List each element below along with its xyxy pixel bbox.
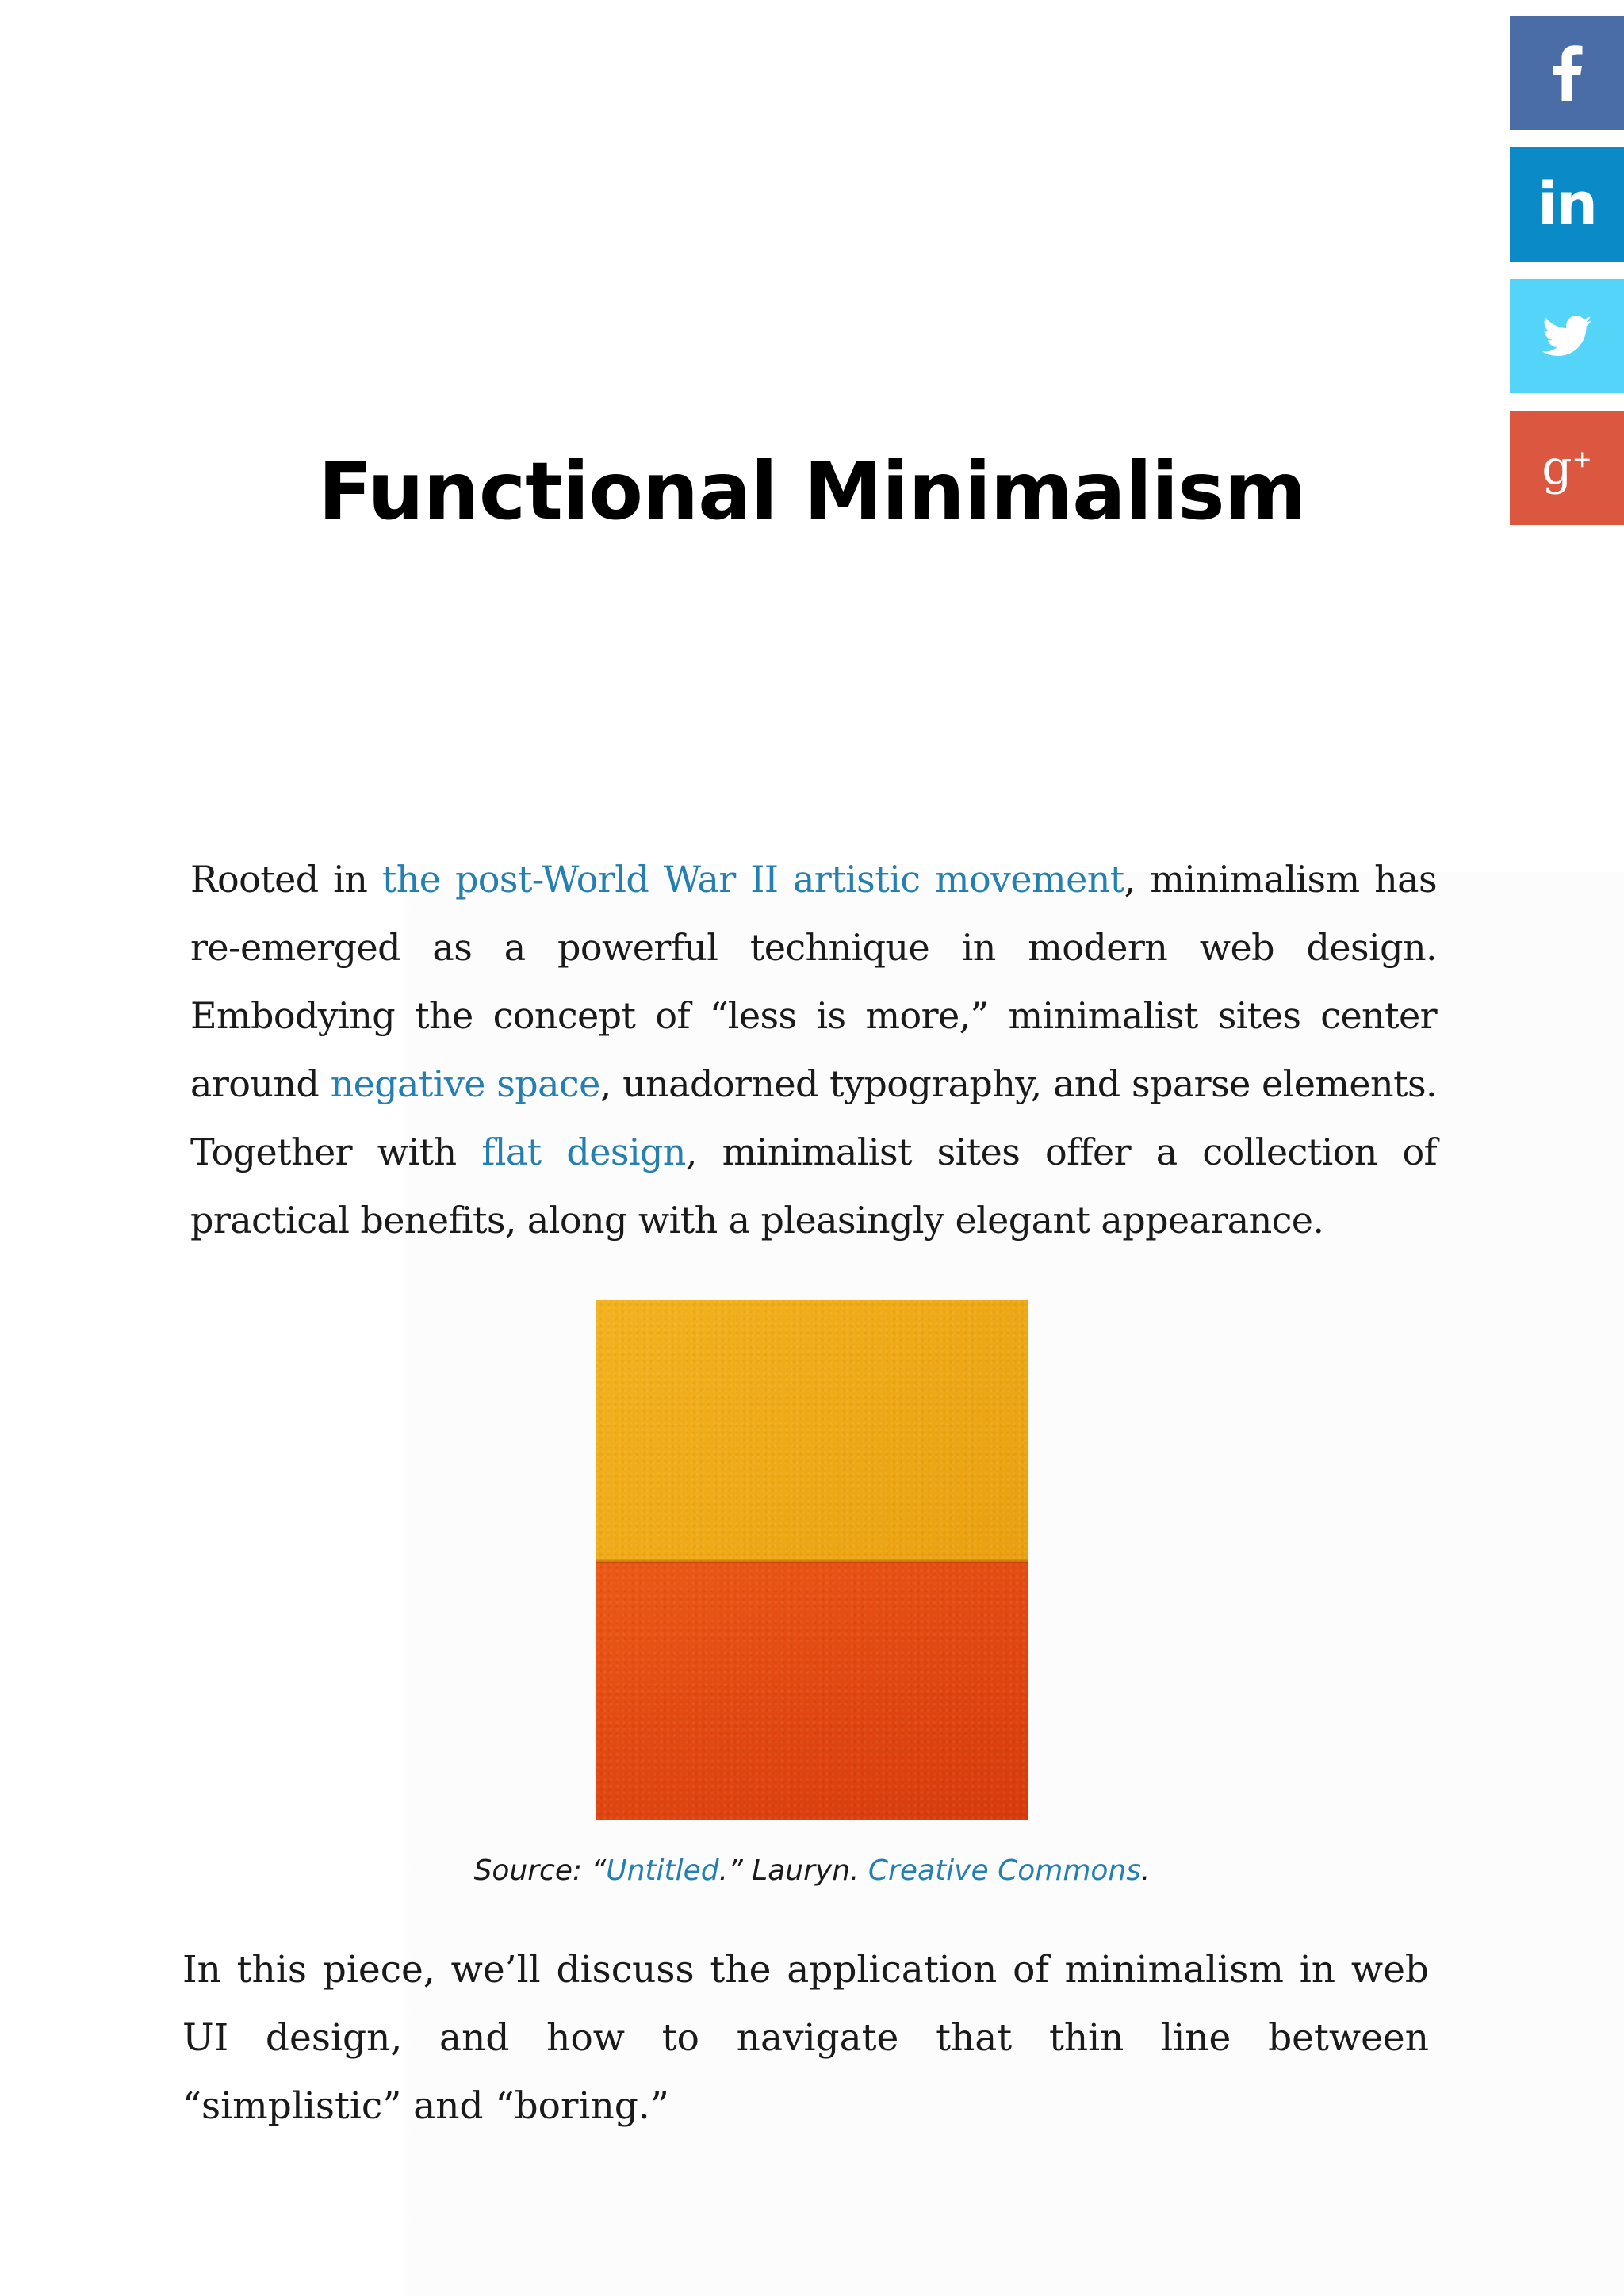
- share-facebook-button[interactable]: [1510, 16, 1624, 130]
- intro-text-3: , unadorned typography, and sparse elements. Together with: [190, 1062, 1437, 1173]
- article-image: [596, 1300, 1028, 1820]
- image-orange-band: [596, 1562, 1028, 1820]
- untitled-link[interactable]: Untitled: [606, 1854, 719, 1887]
- intro-text-1: Rooted in: [190, 858, 382, 901]
- post-war-movement-link[interactable]: the post-World War II artistic movement: [381, 858, 1124, 901]
- image-band-seam: [596, 1559, 1028, 1565]
- intro-paragraph: [190, 845, 1437, 1254]
- page-background-top: [0, 0, 1624, 872]
- flat-design-link[interactable]: flat design: [481, 1131, 686, 1173]
- google-plus-letter: g: [1542, 440, 1572, 496]
- creative-commons-link[interactable]: Creative Commons: [868, 1854, 1141, 1887]
- caption-mid: .” Lauryn.: [718, 1854, 868, 1887]
- body-paragraph: In this piece, we’ll discuss the application of minimalism in web UI design, and how to navigate that thin line between “simplistic” and “boring.”: [182, 1948, 1429, 2128]
- twitter-icon: [1542, 316, 1591, 357]
- page-title: Functional Minimalism: [318, 445, 1306, 538]
- image-yellow-band: [596, 1300, 1028, 1562]
- share-linkedin-button[interactable]: [1510, 147, 1624, 262]
- google-plus-sign: +: [1572, 446, 1592, 473]
- negative-space-link[interactable]: negative space: [330, 1062, 600, 1105]
- caption-suffix: .: [1140, 1854, 1151, 1887]
- facebook-icon: [1551, 45, 1583, 101]
- intro-text-4: , minimalist sites offer a collection of practical benefits, along with a pleasingly elegant appearance.: [190, 1131, 1438, 1242]
- share-twitter-button[interactable]: [1510, 279, 1624, 393]
- caption-prefix: Source: “: [473, 1854, 607, 1887]
- linkedin-icon: in: [1537, 170, 1597, 239]
- image-caption: [0, 1852, 1624, 1890]
- intro-text-2: , minimalism has re-emerged as a powerful technique in modern web design. Embodying the concept of “less is more,” minimalist sites center around: [190, 858, 1437, 1105]
